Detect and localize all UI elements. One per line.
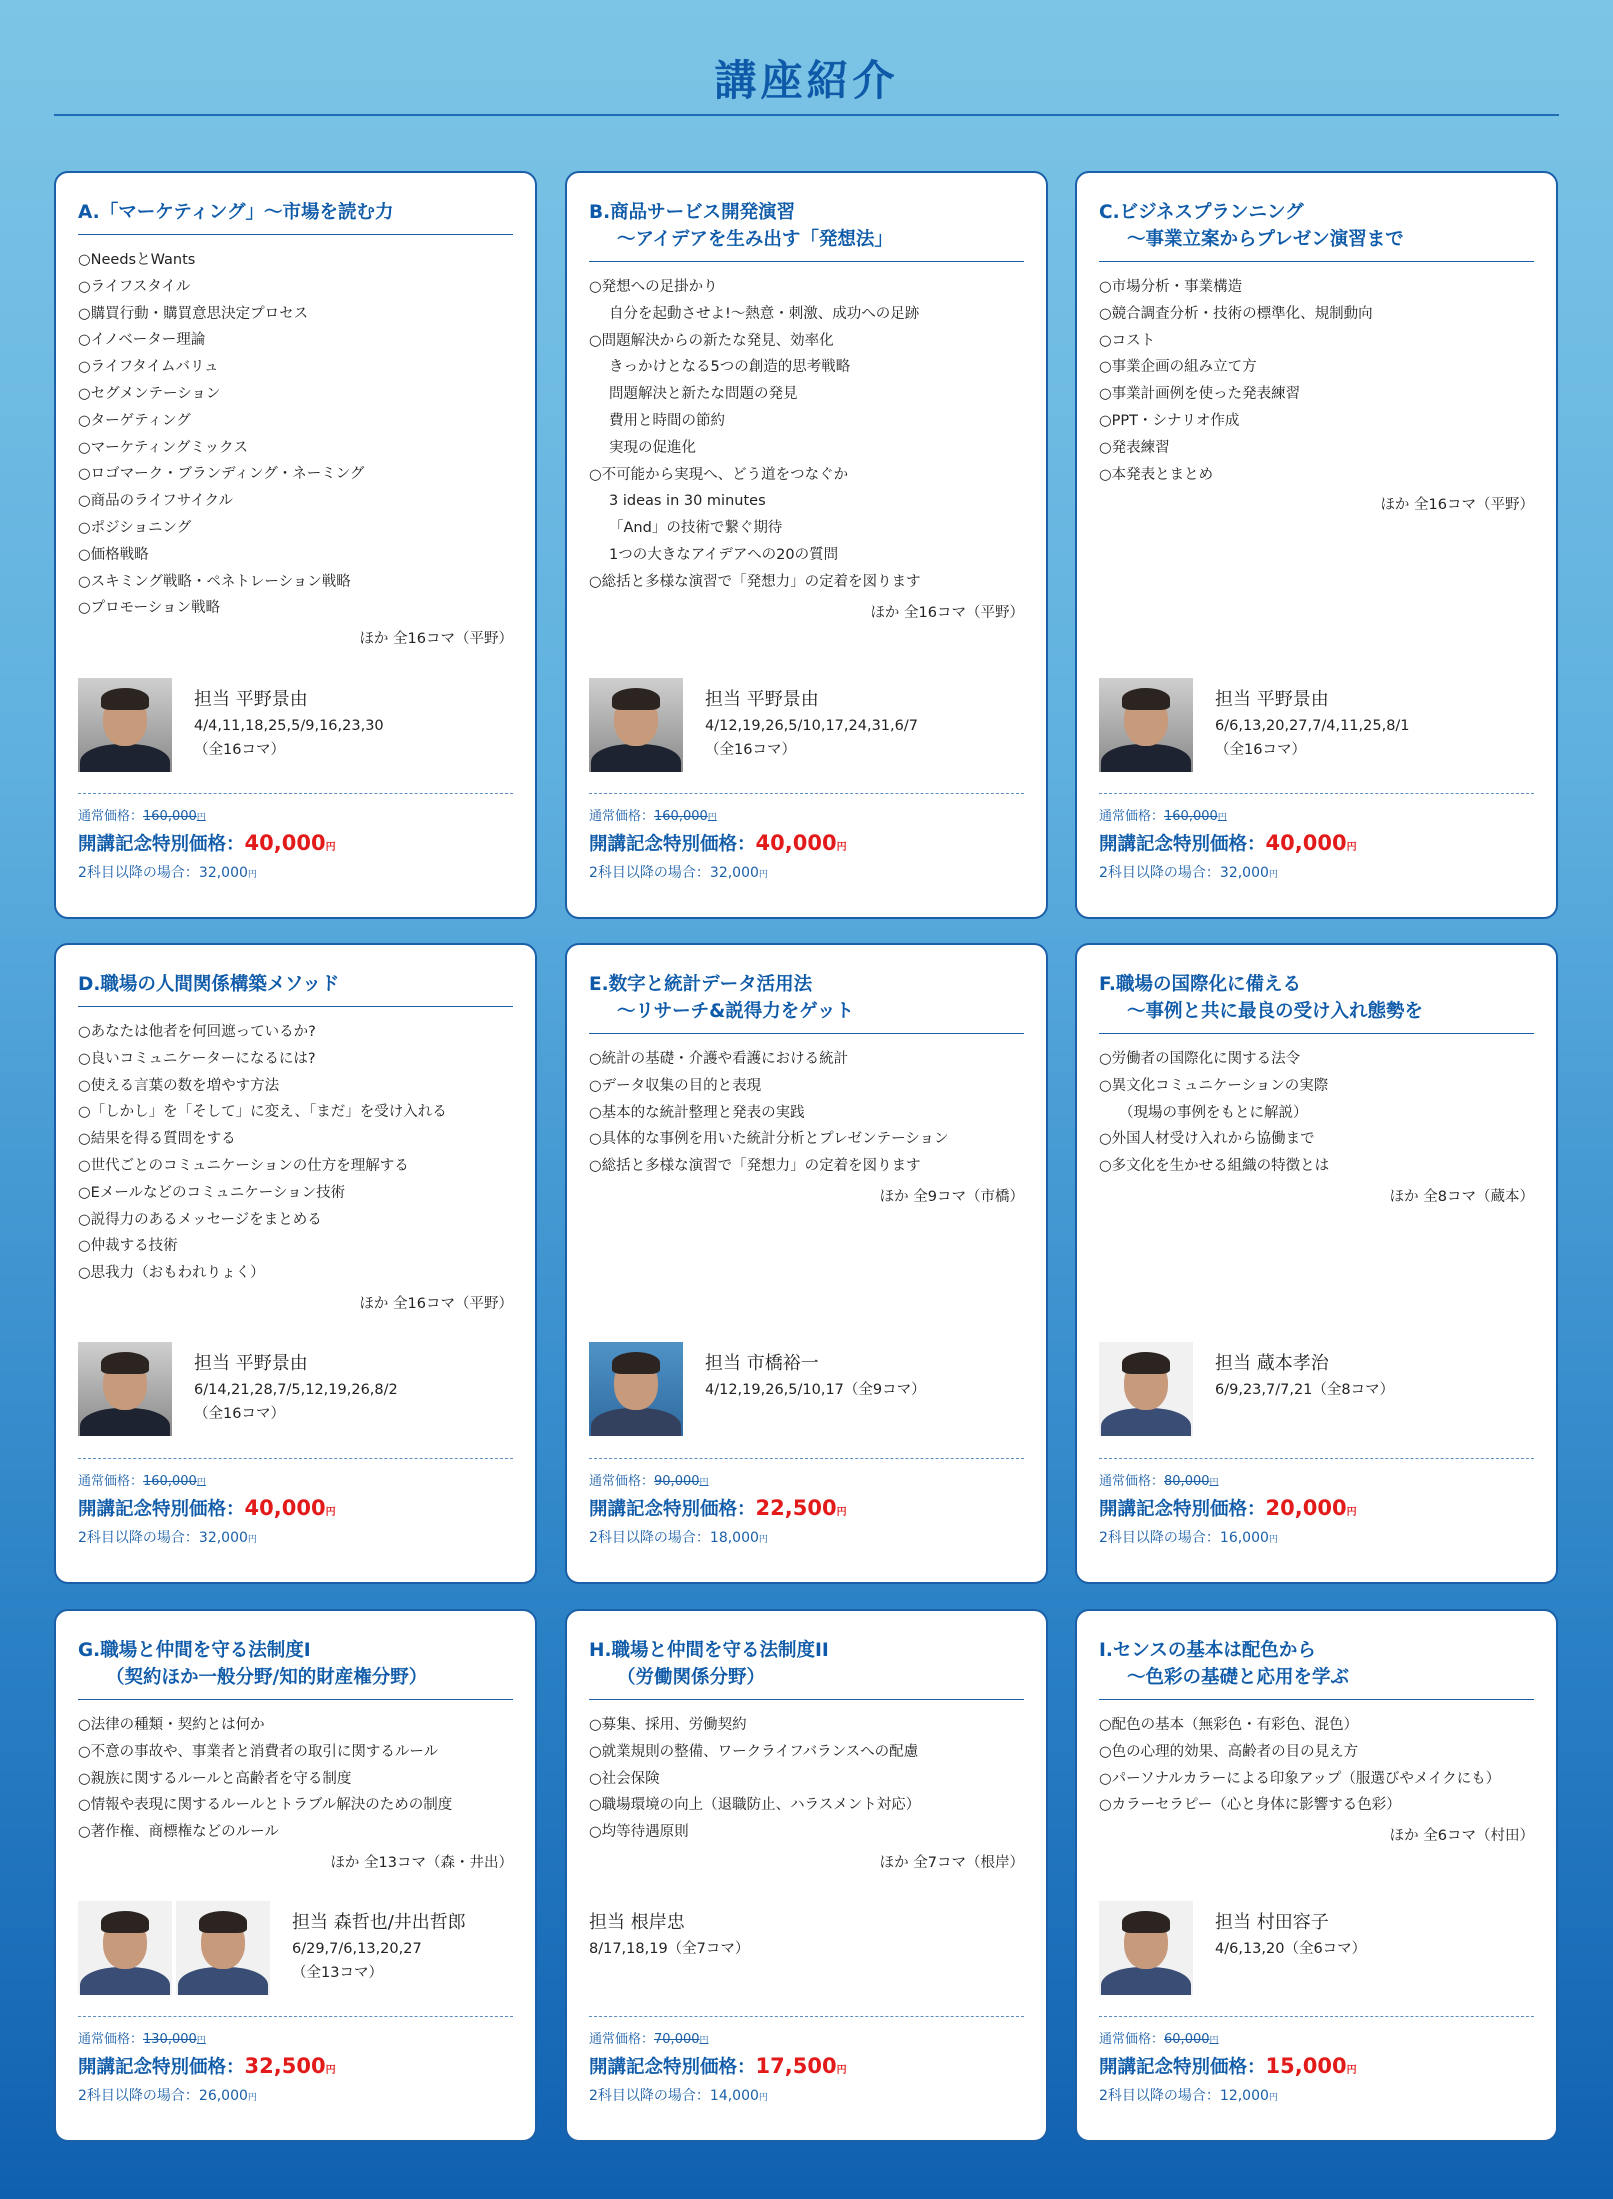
course-title xyxy=(78,1637,513,1691)
topic-item: ○事業計画例を使った発表練習 xyxy=(1099,386,1301,403)
topic-item: ○プロモーション戦略 xyxy=(78,600,220,617)
topic-list xyxy=(589,274,1024,596)
topic-item: ○「しかし」を「そして」に変え、「まだ」を受け入れる xyxy=(78,1104,447,1121)
price-block xyxy=(1099,2016,1534,2109)
course-card-g xyxy=(54,1609,537,2142)
course-title-line1: B.商品サービス開発演習 xyxy=(589,202,796,223)
course-title-line2: ～リサーチ&説得力をゲット xyxy=(617,1001,855,1022)
topic-item: ○外国人材受け入れから協働まで xyxy=(1099,1131,1315,1148)
instructor-block xyxy=(78,1342,513,1436)
topic-item: ○競合調査分析・技術の標準化、規制動向 xyxy=(1099,305,1373,322)
schedule-dates: 6/29,7/6,13,20,27 xyxy=(292,1941,422,1957)
special-price: 開講記念特別価格：15,000円 xyxy=(1099,2054,1357,2078)
topic-item: ○ライフタイムバリュ xyxy=(78,359,219,376)
price-block xyxy=(78,1458,513,1551)
course-card-e xyxy=(565,943,1048,1584)
instructor-photo xyxy=(1099,1342,1193,1436)
special-price: 開講記念特別価格：40,000円 xyxy=(1099,831,1357,855)
topic-item: 1つの大きなアイデアへの20の質問 xyxy=(609,546,839,563)
instructor-photo xyxy=(589,678,683,772)
course-title xyxy=(78,971,513,998)
instructor-block xyxy=(1099,1901,1534,1995)
price-block xyxy=(78,2016,513,2109)
instructor-photo xyxy=(78,678,172,772)
topic-item: ○NeedsとWants xyxy=(78,252,196,268)
normal-price: 通常価格：60,000円 xyxy=(1099,2032,1219,2047)
topic-item: ○募集、採用、労働契約 xyxy=(589,1717,747,1733)
course-title-line1: H.職場と仲間を守る法制度II xyxy=(589,1640,829,1661)
special-price: 開講記念特別価格：40,000円 xyxy=(78,1496,336,1520)
price-block xyxy=(589,1458,1024,1551)
course-card-f xyxy=(1075,943,1558,1584)
topic-item: ○ライフスタイル xyxy=(78,278,191,295)
instructor-block xyxy=(78,1901,513,1995)
topic-item: ○問題解決からの新たな発見、効率化 xyxy=(589,332,834,349)
instructor-info xyxy=(687,1342,926,1402)
schedule-dates: 8/17,18,19（全7コマ） xyxy=(589,1941,750,1957)
topic-item: ○発表練習 xyxy=(1099,439,1170,456)
instructor-info xyxy=(687,678,918,762)
topic-item: ○統計の基礎・介護や看護における統計 xyxy=(589,1051,849,1067)
topic-item: ○価格戦略 xyxy=(78,546,149,563)
course-title xyxy=(589,199,1024,253)
instructor-photo xyxy=(78,1901,172,1995)
topic-item: ○情報や表現に関するルールとトラブル解決のための制度 xyxy=(78,1797,453,1814)
topic-item: 自分を起動させよ!～熱意・刺激、成功への足跡 xyxy=(609,305,920,322)
second-course-price: 2科目以降の場合：26,000円 xyxy=(78,2088,257,2104)
course-card-d xyxy=(54,943,537,1584)
topic-item: ○本発表とまとめ xyxy=(1099,466,1214,483)
title-rule xyxy=(78,234,513,235)
course-title-line2: ～事業立案からプレゼン演習まで xyxy=(1127,229,1404,250)
instructor-name: 担当 森哲也/井出哲郎 xyxy=(292,1912,466,1933)
course-title-line2: （労働関係分野） xyxy=(617,1667,766,1688)
normal-price: 通常価格：160,000円 xyxy=(78,1474,206,1489)
schedule-dates: 4/12,19,26,5/10,17,24,31,6/7 xyxy=(705,718,918,734)
topic-item: ○不可能から実現へ、どう道をつなぐか xyxy=(589,466,849,483)
session-count: ほか 全16コマ（平野） xyxy=(1380,497,1534,514)
course-card-h xyxy=(565,1609,1048,2142)
instructor-photo xyxy=(1099,1901,1193,1995)
instructor-info xyxy=(176,1342,398,1426)
normal-price: 通常価格：160,000円 xyxy=(1099,809,1227,824)
instructor-block xyxy=(589,678,1024,772)
topic-item: ○事業企画の組み立て方 xyxy=(1099,359,1257,376)
schedule-dates: 4/4,11,18,25,5/9,16,23,30 xyxy=(194,718,384,734)
topic-item: ○使える言葉の数を増やす方法 xyxy=(78,1077,280,1094)
instructor-photo xyxy=(1099,678,1193,772)
second-course-price: 2科目以降の場合：18,000円 xyxy=(589,1530,768,1546)
schedule-dates: 6/14,21,28,7/5,12,19,26,8/2 xyxy=(194,1382,398,1398)
instructor-photo xyxy=(176,1901,270,1995)
course-title-line2: （契約ほか一般分野/知的財産権分野） xyxy=(106,1667,428,1688)
schedule-total: （全13コマ） xyxy=(292,1965,383,1981)
title-rule xyxy=(1099,1699,1534,1700)
special-price: 開講記念特別価格：40,000円 xyxy=(589,831,847,855)
topic-item: ○総括と多様な演習で「発想力」の定着を図ります xyxy=(589,1158,921,1175)
topic-item: ○親族に関するルールと高齢者を守る制度 xyxy=(78,1770,352,1787)
topic-item: ○思我力（おもわれりょく） xyxy=(78,1265,265,1282)
second-course-price: 2科目以降の場合：32,000円 xyxy=(589,865,768,881)
topic-item: ○商品のライフサイクル xyxy=(78,493,234,510)
instructor-name: 担当 村田容子 xyxy=(1215,1912,1329,1933)
schedule-total: （全16コマ） xyxy=(194,742,285,758)
topic-item: ○Eメールなどのコミュニケーション技術 xyxy=(78,1184,346,1201)
topic-item: ○異文化コミュニケーションの実際 xyxy=(1099,1077,1329,1094)
topic-item: ○仲裁する技術 xyxy=(78,1238,178,1255)
topic-item: きっかけとなる5つの創造的思考戦略 xyxy=(609,359,851,376)
session-count: ほか 全8コマ（蔵本） xyxy=(1389,1188,1534,1205)
topic-item: ○イノベーター理論 xyxy=(78,332,206,349)
topic-list xyxy=(1099,274,1534,488)
instructor-info xyxy=(1197,1901,1366,1961)
instructor-info xyxy=(1197,678,1410,762)
special-price: 開講記念特別価格：32,500円 xyxy=(78,2054,336,2078)
normal-price: 通常価格：90,000円 xyxy=(589,1474,709,1489)
second-course-price: 2科目以降の場合：32,000円 xyxy=(1099,865,1278,881)
topic-item: 費用と時間の節約 xyxy=(609,412,725,429)
course-title xyxy=(78,199,513,226)
topic-item: ○あなたは他者を何回遮っているか? xyxy=(78,1024,316,1040)
price-block xyxy=(78,793,513,886)
course-title-line1: A.「マーケティング」～市場を読む力 xyxy=(78,202,394,223)
schedule-dates: 4/12,19,26,5/10,17（全9コマ） xyxy=(705,1382,926,1398)
instructor-name: 担当 平野景由 xyxy=(1215,689,1329,710)
normal-price: 通常価格：160,000円 xyxy=(589,809,717,824)
instructor-block xyxy=(589,1901,1024,1961)
course-title-line1: E.数字と統計データ活用法 xyxy=(589,974,813,995)
normal-price: 通常価格：80,000円 xyxy=(1099,1474,1219,1489)
topic-item: ○良いコミュニケーターになるには? xyxy=(78,1050,316,1067)
session-count: ほか 全13コマ（森・井出） xyxy=(330,1854,513,1871)
topic-item: 実現の促進化 xyxy=(609,439,696,456)
course-title xyxy=(1099,1637,1534,1691)
schedule-total: （全16コマ） xyxy=(194,1406,285,1422)
schedule-dates: 6/6,13,20,27,7/4,11,25,8/1 xyxy=(1215,718,1410,734)
topic-list xyxy=(1099,1046,1534,1180)
topic-item: 「And」の技術で繋ぐ期待 xyxy=(609,520,783,537)
topic-item: ○マーケティングミックス xyxy=(78,439,248,456)
price-block xyxy=(1099,793,1534,886)
course-title-line1: D.職場の人間関係構築メソッド xyxy=(78,974,340,995)
course-title xyxy=(1099,971,1534,1025)
topic-item: ○就業規則の整備、ワークライフバランスへの配慮 xyxy=(589,1743,919,1760)
topic-list xyxy=(78,1712,513,1846)
special-price: 開講記念特別価格：20,000円 xyxy=(1099,1496,1357,1520)
course-title xyxy=(589,1637,1024,1691)
topic-item: ○セグメンテーション xyxy=(78,385,221,402)
second-course-price: 2科目以降の場合：16,000円 xyxy=(1099,1530,1278,1546)
instructor-name: 担当 蔵本孝治 xyxy=(1215,1353,1329,1374)
session-count: ほか 全6コマ（村田） xyxy=(1389,1828,1534,1845)
instructor-block xyxy=(589,1342,1024,1436)
title-rule xyxy=(589,1033,1024,1034)
title-rule xyxy=(589,261,1024,262)
course-card-c xyxy=(1075,171,1558,919)
course-title-line1: C.ビジネスプランニング xyxy=(1099,202,1304,223)
normal-price: 通常価格：70,000円 xyxy=(589,2032,709,2047)
topic-item: ○ロゴマーク・ブランディング・ネーミング xyxy=(78,466,365,483)
course-card-i xyxy=(1075,1609,1558,2142)
topic-item: ○総括と多様な演習で「発想力」の定着を図ります xyxy=(589,573,921,590)
schedule-total: （全16コマ） xyxy=(1215,742,1306,758)
instructor-info xyxy=(274,1901,466,1985)
topic-item: ○説得力のあるメッセージをまとめる xyxy=(78,1211,322,1228)
topic-item: ○基本的な統計整理と発表の実践 xyxy=(589,1104,805,1121)
instructor-name: 担当 市橋裕一 xyxy=(705,1353,819,1374)
topic-item: ○ターゲティング xyxy=(78,412,191,429)
topic-item: ○法律の種類・契約とは何か xyxy=(78,1717,265,1733)
title-rule xyxy=(1099,1033,1534,1034)
instructor-info xyxy=(589,1901,749,1961)
normal-price: 通常価格：130,000円 xyxy=(78,2032,206,2047)
page-title: 講座紹介 xyxy=(714,56,899,105)
price-block xyxy=(589,2016,1024,2109)
instructor-name: 担当 平野景由 xyxy=(194,689,308,710)
topic-item: ○データ収集の目的と表現 xyxy=(589,1077,762,1094)
course-title-line2: ～色彩の基礎と応用を学ぶ xyxy=(1127,1667,1350,1688)
instructor-name: 担当 根岸忠 xyxy=(589,1912,685,1933)
course-title xyxy=(589,971,1024,1025)
second-course-price: 2科目以降の場合：14,000円 xyxy=(589,2088,768,2104)
course-card-a xyxy=(54,171,537,919)
topic-item: ○均等待遇原則 xyxy=(589,1824,689,1841)
title-rule xyxy=(78,1699,513,1700)
topic-item: ○色の心理的効果、高齢者の目の見え方 xyxy=(1099,1743,1359,1760)
price-block xyxy=(1099,1458,1534,1551)
second-course-price: 2科目以降の場合：12,000円 xyxy=(1099,2088,1278,2104)
topic-item: ○職場環境の向上（退職防止、ハラスメント対応） xyxy=(589,1797,921,1814)
topic-item: ○PPT・シナリオ作成 xyxy=(1099,412,1240,429)
topic-item: 問題解決と新たな問題の発見 xyxy=(609,386,798,403)
topic-item: ○市場分析・事業構造 xyxy=(1099,279,1243,295)
schedule-total: （全16コマ） xyxy=(705,742,796,758)
topic-list xyxy=(78,1019,513,1287)
topic-list xyxy=(589,1712,1024,1846)
instructor-info xyxy=(176,678,384,762)
topic-item: ○多文化を生かせる組織の特徴とは xyxy=(1099,1158,1330,1175)
session-count: ほか 全16コマ（平野） xyxy=(359,631,513,648)
instructor-block xyxy=(78,678,513,772)
instructor-block xyxy=(1099,678,1534,772)
topic-item: ○購買行動・購買意思決定プロセス xyxy=(78,305,309,322)
topic-list xyxy=(589,1046,1024,1180)
course-title-line1: I.センスの基本は配色から xyxy=(1099,1640,1316,1661)
schedule-dates: 4/6,13,20（全6コマ） xyxy=(1215,1941,1367,1957)
topic-item: ○労働者の国際化に関する法令 xyxy=(1099,1051,1301,1067)
instructor-photo xyxy=(78,1342,172,1436)
special-price: 開講記念特別価格：40,000円 xyxy=(78,831,336,855)
topic-item: ○著作権、商標権などのルール xyxy=(78,1824,279,1841)
topic-item: ○スキミング戦略・ペネトレーション戦略 xyxy=(78,573,351,590)
course-title-line2: ～事例と共に最良の受け入れ態勢を xyxy=(1127,1001,1424,1022)
topic-item: （現場の事例をもとに解説） xyxy=(1119,1104,1308,1121)
schedule-dates: 6/9,23,7/7,21（全8コマ） xyxy=(1215,1382,1395,1398)
title-divider xyxy=(54,114,1559,116)
topic-item: 3 ideas in 30 minutes xyxy=(609,493,766,510)
topic-item: ○カラーセラピー（心と身体に影響する色彩） xyxy=(1099,1797,1401,1814)
session-count: ほか 全9コマ（市橋） xyxy=(879,1188,1024,1205)
course-title xyxy=(1099,199,1534,253)
course-title-line1: G.職場と仲間を守る法制度I xyxy=(78,1640,311,1661)
topic-list xyxy=(78,247,513,622)
special-price: 開講記念特別価格：22,500円 xyxy=(589,1496,847,1520)
topic-item: ○コスト xyxy=(1099,332,1156,349)
topic-item: ○配色の基本（無彩色・有彩色、混色） xyxy=(1099,1717,1359,1733)
topic-item: ○発想への足掛かり xyxy=(589,279,718,295)
title-rule xyxy=(78,1006,513,1007)
instructor-block xyxy=(1099,1342,1534,1436)
course-title-line2: ～アイデアを生み出す「発想法」 xyxy=(617,229,893,250)
normal-price: 通常価格：160,000円 xyxy=(78,809,206,824)
topic-item: ○結果を得る質問をする xyxy=(78,1131,236,1148)
topic-item: ○ポジショニング xyxy=(78,519,192,536)
topic-list xyxy=(1099,1712,1534,1819)
title-rule xyxy=(1099,261,1534,262)
topic-item: ○具体的な事例を用いた統計分析とプレゼンテーション xyxy=(589,1131,949,1148)
topic-item: ○不意の事故や、事業者と消費者の取引に関するルール xyxy=(78,1743,439,1760)
title-rule xyxy=(589,1699,1024,1700)
course-title-line1: F.職場の国際化に備える xyxy=(1099,974,1301,995)
instructor-info xyxy=(1197,1342,1394,1402)
instructor-name: 担当 平野景由 xyxy=(705,689,819,710)
session-count: ほか 全16コマ（平野） xyxy=(870,604,1024,621)
topic-item: ○パーソナルカラーによる印象アップ（服選びやメイクにも） xyxy=(1099,1770,1501,1787)
second-course-price: 2科目以降の場合：32,000円 xyxy=(78,865,257,881)
instructor-photo xyxy=(589,1342,683,1436)
session-count: ほか 全7コマ（根岸） xyxy=(879,1854,1024,1871)
instructor-name: 担当 平野景由 xyxy=(194,1353,308,1374)
session-count: ほか 全16コマ（平野） xyxy=(359,1295,513,1312)
price-block xyxy=(589,793,1024,886)
course-card-b xyxy=(565,171,1048,919)
second-course-price: 2科目以降の場合：32,000円 xyxy=(78,1530,257,1546)
topic-item: ○世代ごとのコミュニケーションの仕方を理解する xyxy=(78,1157,409,1174)
topic-item: ○社会保険 xyxy=(589,1770,660,1787)
special-price: 開講記念特別価格：17,500円 xyxy=(589,2054,847,2078)
